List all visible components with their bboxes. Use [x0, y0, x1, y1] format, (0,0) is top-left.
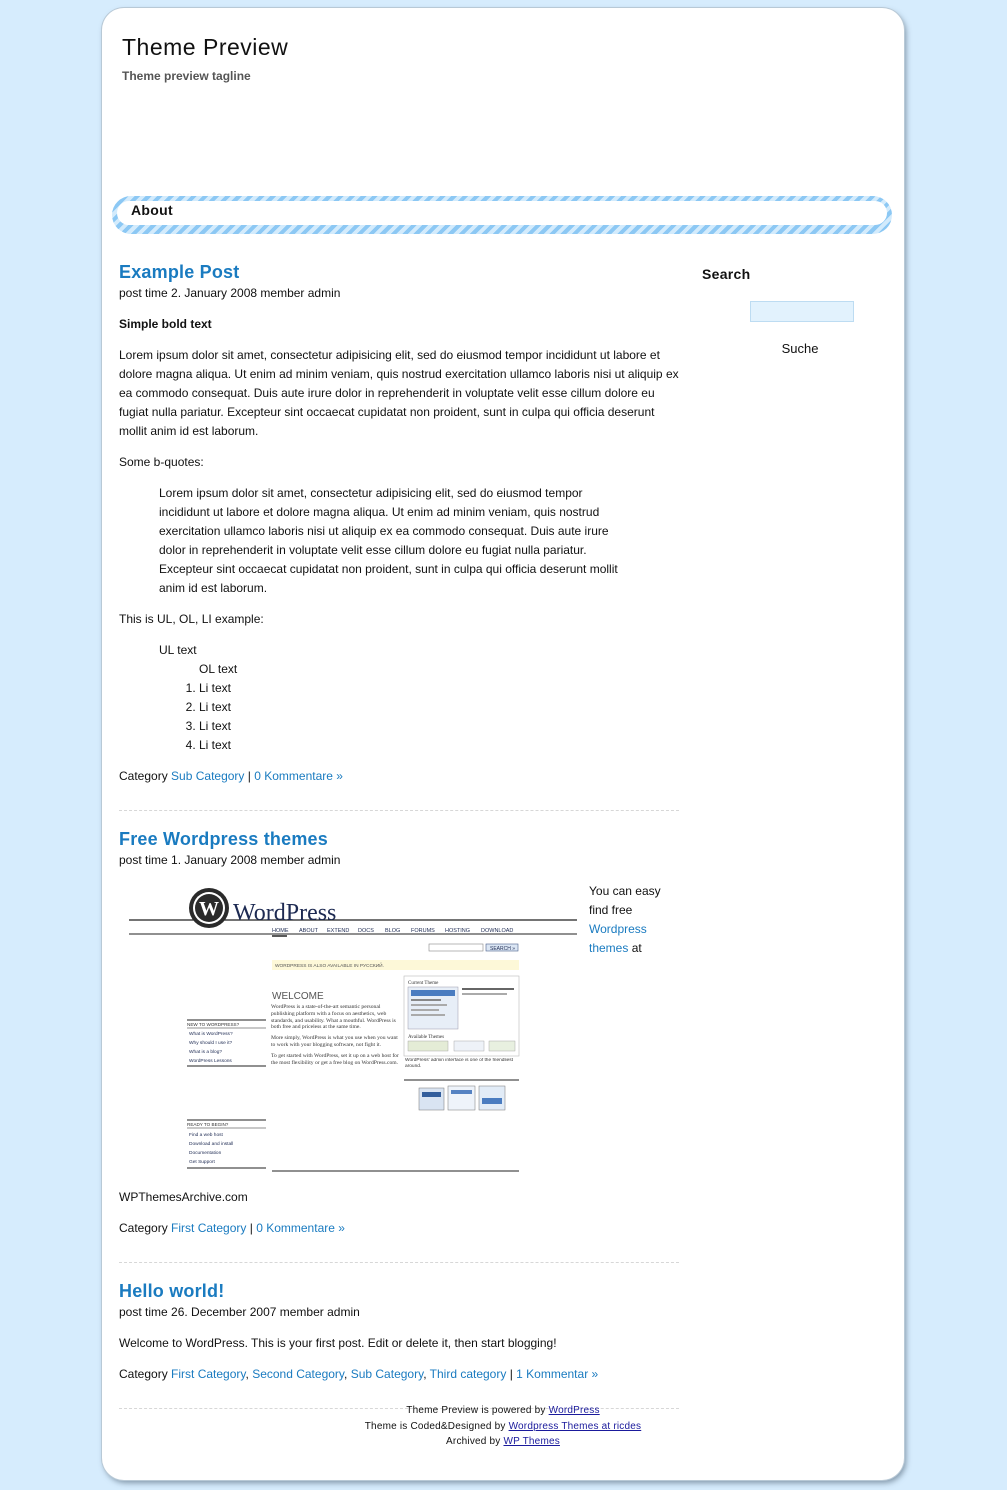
search-input[interactable] — [750, 301, 854, 322]
wp-nav-item: DOWNLOAD — [481, 928, 514, 934]
blockquote: Lorem ipsum dolor sit amet, consectetur adipisicing elit, sed do eiusmod tempor incididunt ut labore et dolore magna aliqua. Ut enim ad minim veniam, quis nostrud exercitation ullamco laboris nisi ut aliquip ex ea commodo consequat. Duis aute irure dolor in reprehenderit in voluptate velit esse cillum dolore eu fugiat nulla pariatur. Excepteur sint occaecat cupidatat non proident, sunt in culpa qui officia deserunt mollit anim id est laborum. — [159, 486, 618, 595]
bquote-intro: Some b-quotes: — [119, 455, 204, 469]
svg-text:W: W — [199, 898, 219, 920]
wp-nav-item: HOME — [272, 928, 289, 934]
footer-line — [102, 1403, 904, 1419]
nav-bar-inner — [117, 201, 887, 225]
post-title-link[interactable]: Example Post — [119, 262, 240, 282]
comments-link[interactable]: 0 Kommentare » — [256, 1221, 345, 1235]
site-title[interactable]: Theme Preview — [122, 34, 289, 60]
wp-nav-item: BLOG — [385, 928, 401, 934]
wp-welcome: WELCOME — [272, 991, 324, 1002]
post-media — [119, 882, 679, 1188]
wp-nav-item: HOSTING — [445, 928, 471, 934]
wp-nav-item: ABOUT — [299, 928, 318, 934]
category-label: Category — [119, 1221, 168, 1235]
wp-sidebar-item: Get Support — [189, 1160, 215, 1165]
ul-text: UL text — [159, 643, 197, 657]
li-item: 1. Li text — [199, 679, 679, 698]
main-content — [119, 260, 679, 1425]
post-paragraph: Welcome to WordPress. This is your first post. Edit or delete it, then start blogging! — [119, 1336, 557, 1350]
wp-sidebar-heading: NEW TO WORDPRESS? — [187, 1022, 240, 1027]
footer-text: Theme Preview is powered by — [406, 1405, 546, 1416]
wp-body-text: WordPress is a state-of-the-art semantic personal publishing platform with a focus on aesthetics, web standards, and usability. What a mouthful. WordPress is both free and priceless at the same time. — [271, 1004, 396, 1031]
wp-sidebar-item: What is a blog? — [189, 1050, 223, 1055]
post — [119, 1279, 679, 1409]
wp-nav-item: DOCS — [358, 928, 374, 934]
side-text: at — [631, 941, 642, 955]
nav-item-about[interactable]: About — [131, 202, 173, 218]
wordpress-screenshot-image — [129, 888, 577, 1176]
search-button[interactable]: Suche — [750, 340, 850, 357]
footer-text: Theme is Coded&Designed by — [364, 1420, 506, 1432]
sidebar — [702, 266, 892, 356]
wp-body-text: To get started with WordPress, set it up on a web host for the most flexibility or get a free blog on WordPress.com. — [271, 1052, 399, 1066]
wordpress-logo-icon — [189, 888, 229, 928]
post-footer: Category Sub Category | 0 Kommentare » — [119, 769, 343, 783]
ul-item — [159, 641, 679, 755]
page-container — [102, 8, 904, 1480]
footer-link-wordpress[interactable]: WordPress — [548, 1405, 600, 1416]
post-title-link[interactable]: Free Wordpress themes — [119, 829, 328, 849]
post-paragraph: WPThemesArchive.com — [119, 1190, 248, 1204]
wp-nav-item: FORUMS — [411, 928, 435, 934]
site-tagline: Theme preview tagline — [122, 69, 251, 83]
li-item: 2. Li text — [199, 698, 679, 717]
comments-link[interactable]: 1 Kommentar » — [516, 1367, 599, 1381]
post-side-text — [589, 882, 679, 958]
wp-sidebar-item: Documentation — [189, 1151, 222, 1156]
li-item: 4. Li text — [199, 736, 679, 755]
wordpress-themes-link[interactable]: Wordpress themes — [589, 922, 647, 955]
side-text: You can easy find free — [589, 884, 661, 917]
post-title-link[interactable]: Hello world! — [119, 1281, 225, 1301]
wp-sidebar-item: What is WordPress? — [189, 1032, 233, 1037]
post — [119, 260, 679, 811]
category-link[interactable]: First Category — [171, 1367, 246, 1381]
wp-caption: WordPress' admin interface is one of the friendliest around. — [405, 1058, 514, 1069]
comments-link[interactable]: 0 Kommentare » — [254, 769, 343, 783]
wp-thumbnails — [419, 1086, 505, 1110]
post-footer: Category First Category | 0 Kommentare » — [119, 1221, 345, 1235]
wp-available-themes: Available Themes — [408, 1035, 445, 1040]
category-link[interactable]: Second Category — [252, 1367, 345, 1381]
footer-line — [102, 1419, 904, 1435]
ul-list — [159, 641, 679, 755]
post-meta: post time 1. January 2008 member admin — [119, 853, 341, 867]
nav-bar — [112, 196, 892, 234]
ol-text: OL text — [199, 662, 238, 676]
wp-sidebar-item: WordPress Lessons — [189, 1059, 232, 1064]
list-intro: This is UL, OL, LI example: — [119, 612, 264, 626]
category-link[interactable]: Sub Category — [171, 769, 245, 783]
wp-search-button: SEARCH » — [490, 945, 516, 952]
ol-list — [159, 660, 679, 755]
footer-line — [102, 1434, 904, 1450]
category-label: Category — [119, 1367, 168, 1381]
category-label: Category — [119, 769, 168, 783]
post — [119, 827, 679, 1263]
category-link[interactable]: Third category — [429, 1367, 507, 1381]
li-item: 3. Li text — [199, 717, 679, 736]
li-list — [159, 679, 679, 755]
wp-nav-item: EXTEND — [327, 928, 350, 934]
category-link[interactable]: First Category — [171, 1221, 247, 1235]
wp-sidebar-item: Find a web host — [189, 1133, 223, 1138]
bold-text: Simple bold text — [119, 317, 212, 331]
wp-sidebar-item: Download and install — [189, 1142, 234, 1147]
wp-sidebar-item: Why should I use it? — [189, 1041, 233, 1046]
post-paragraph: Lorem ipsum dolor sit amet, consectetur adipisicing elit, sed do eiusmod tempor incididunt ut labore et dolore magna aliqua. Ut enim ad minim veniam, quis nostrud exercitation ullamco laboris nisi ut aliquip ex ea commodo consequat. Duis aute irure dolor in reprehenderit in voluptate velit esse cillum dolore eu fugiat nulla pariatur. Excepteur sint occaecat cupidatat non proident, sunt in culpa qui officia deserunt mollit anim id est laborum. — [119, 348, 679, 438]
wp-logo-text: WordPress — [233, 900, 337, 926]
wp-notice: WORDPRESS IS ALSO AVAILABLE IN РУССКИЙ. — [275, 964, 384, 969]
post-meta: post time 2. January 2008 member admin — [119, 286, 341, 300]
post-meta: post time 26. December 2007 member admin — [119, 1305, 360, 1319]
footer-text: Archived by — [446, 1436, 501, 1447]
wp-current-theme: Current Theme — [408, 981, 439, 986]
ol-item — [199, 660, 679, 755]
footer — [102, 1403, 904, 1450]
footer-link-ricdes[interactable]: Wordpress Themes at ricdes — [508, 1420, 642, 1432]
category-link[interactable]: Sub Category — [350, 1367, 424, 1381]
wp-body-text: More simply, WordPress is what you use when you want to work with your blogging software, not fight it. — [271, 1035, 398, 1048]
search-heading: Search — [702, 266, 751, 282]
footer-link-wp-themes[interactable]: WP Themes — [503, 1436, 560, 1447]
post-footer: Category First Category, Second Category, Sub Category, Third category | 1 Kommentar » — [119, 1367, 599, 1381]
wp-sidebar-heading: READY TO BEGIN? — [187, 1122, 229, 1127]
